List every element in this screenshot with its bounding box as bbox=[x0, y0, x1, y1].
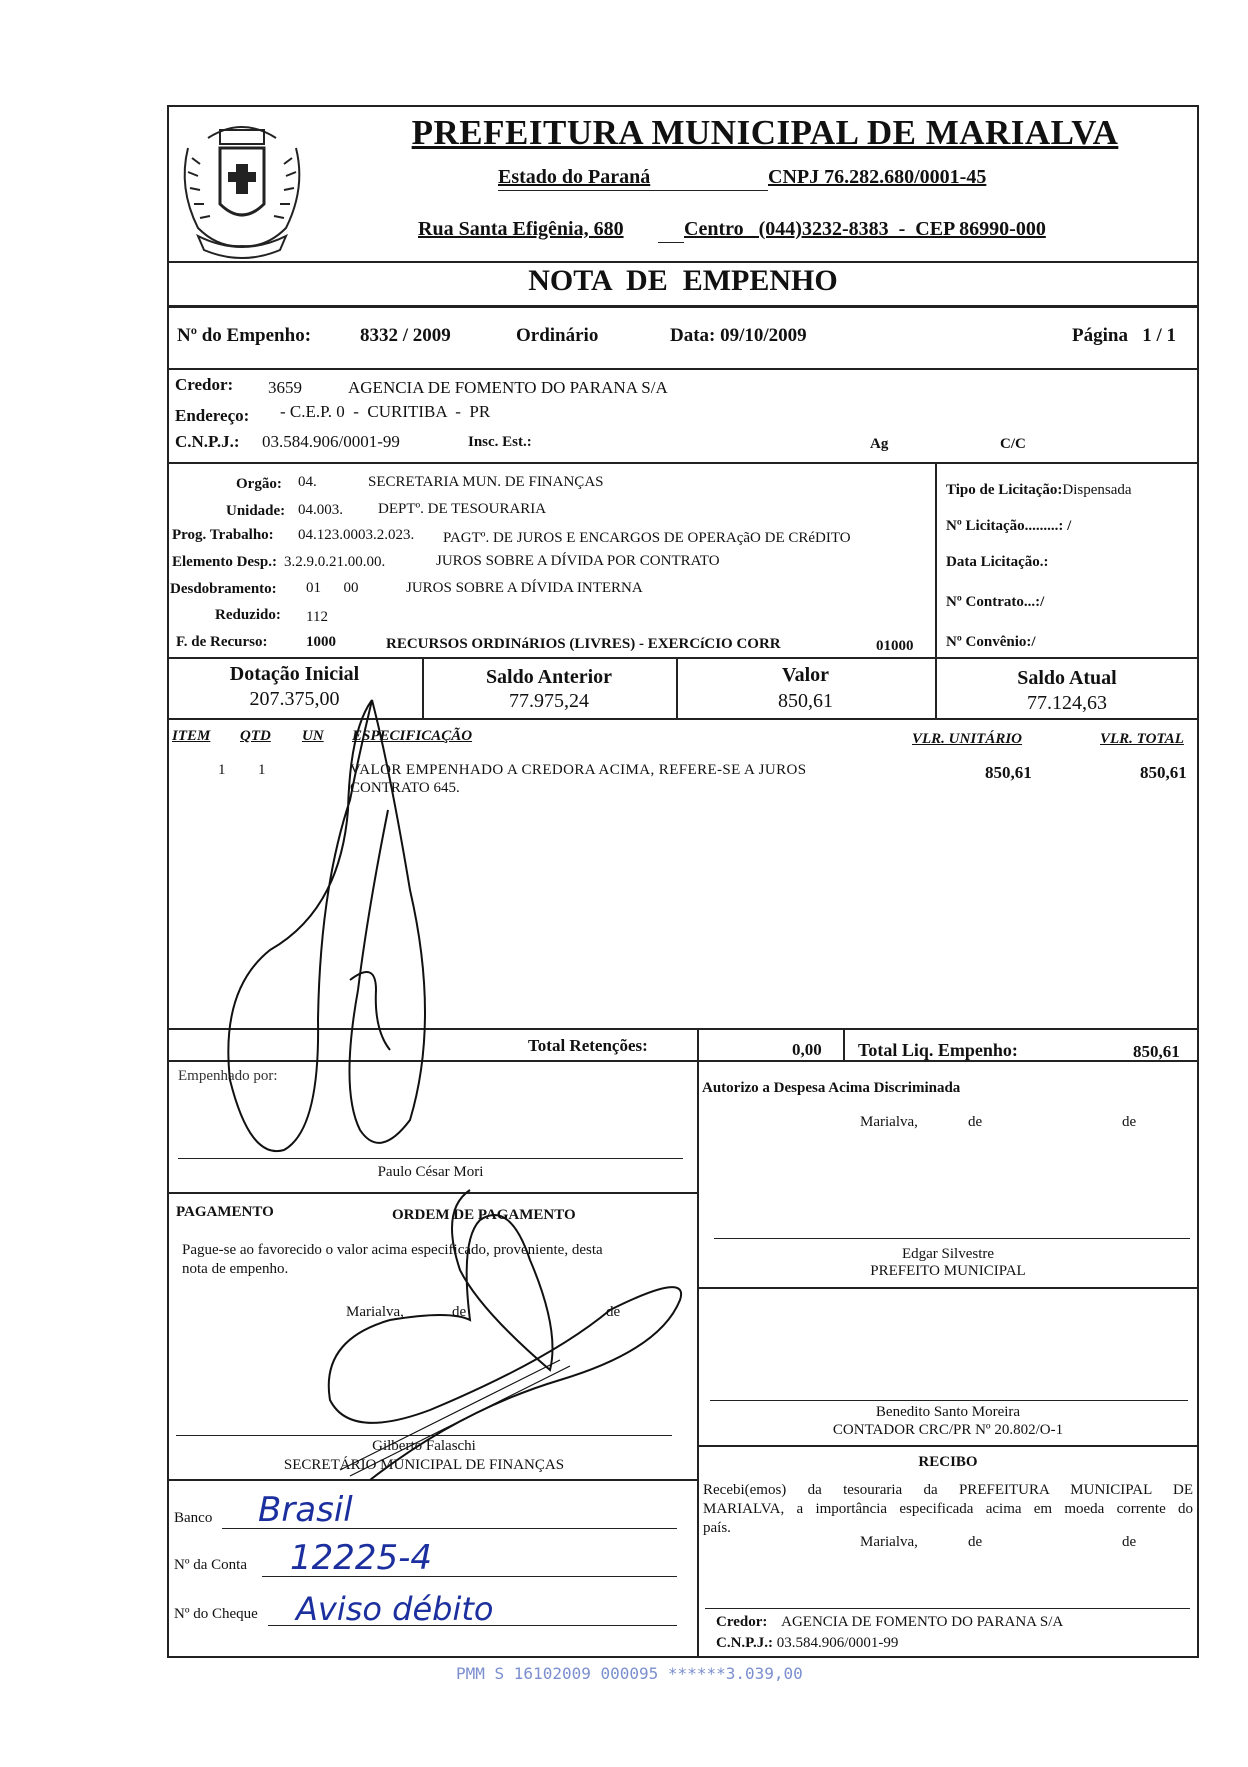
numero-convenio: Nº Convênio:/ bbox=[946, 634, 1036, 650]
numero-contrato: Nº Contrato...:/ bbox=[946, 594, 1045, 610]
header-vlr-total: VLR. TOTAL bbox=[1100, 731, 1184, 747]
prog-name: PAGTº. DE JUROS E ENCARGOS DE OPERAçãO DE CRéDITO bbox=[443, 530, 851, 546]
pagamento-text-line2: nota de empenho. bbox=[182, 1261, 289, 1277]
recibo-text-line1: Recebi(emos) da tesouraria da PREFEITURA MUNICIPAL DE bbox=[703, 1482, 1193, 1498]
empenho-number: 8332 / 2009 bbox=[360, 325, 451, 346]
tipo-licitacao bbox=[946, 482, 1132, 499]
elemento-name: JUROS SOBRE A DÍVIDA POR CONTRATO bbox=[436, 553, 720, 569]
total-liquido-label: Total Liq. Empenho: bbox=[858, 1040, 1018, 1060]
recibo-credor-label: Credor: bbox=[716, 1614, 768, 1630]
dotacao-value: 207.375,00 bbox=[249, 688, 340, 710]
autorizo-city: Marialva, bbox=[860, 1114, 918, 1130]
fonte-name: RECURSOS ORDINáRIOS (LIVRES) - EXERCíCIO CORR bbox=[386, 636, 781, 652]
contador-name: Benedito Santo Moreira bbox=[875, 1404, 1021, 1420]
reduzido-code: 112 bbox=[306, 609, 328, 625]
recibo-de1: de bbox=[968, 1534, 983, 1550]
unidade-name: DEPTº. DE TESOURARIA bbox=[378, 501, 547, 517]
header-un: UN bbox=[302, 728, 324, 744]
recibo-label: RECIBO bbox=[918, 1454, 978, 1470]
header-vlr-unitario: VLR. UNITÁRIO bbox=[912, 731, 1023, 747]
pagamento-text-line1: Pague-se ao favorecido o valor acima especificado, proveniente, desta bbox=[182, 1242, 603, 1258]
orgao-name: SECRETARIA MUN. DE FINANÇAS bbox=[368, 474, 604, 490]
edgar-name: Edgar Silvestre bbox=[901, 1246, 995, 1262]
page-title: PREFEITURA MUNICIPAL DE MARIALVA bbox=[411, 113, 1119, 152]
prog-label: Prog. Trabalho: bbox=[172, 527, 274, 543]
conta-value: 12225-4 bbox=[290, 1538, 433, 1578]
address-contact: Centro (044)3232-8383 - CEP 86990-000 bbox=[684, 218, 1046, 240]
prog-code: 04.123.0003.2.023. bbox=[298, 527, 415, 543]
credor-code: 3659 bbox=[268, 378, 302, 397]
dotacao-label: Dotação Inicial bbox=[229, 663, 360, 685]
data-licitacao: Data Licitação.: bbox=[946, 554, 1049, 570]
recibo-cnpj bbox=[716, 1635, 898, 1652]
recibo-de2: de bbox=[1122, 1534, 1137, 1550]
insc-label: Insc. Est.: bbox=[468, 434, 532, 450]
header-especificacao: ESPECIFICAÇÃO bbox=[352, 728, 473, 744]
page-number: Página 1 / 1 bbox=[1072, 325, 1176, 346]
endereco-value: - C.E.P. 0 - CURITIBA - PR bbox=[280, 402, 491, 421]
table-row-desc-line2: CONTRATO 645. bbox=[350, 780, 460, 796]
empenhado-por-label: Empenhado por: bbox=[178, 1068, 278, 1084]
cc-label: C/C bbox=[1000, 436, 1026, 452]
pagamento-de1: de bbox=[452, 1304, 467, 1320]
conta-label: Nº da Conta bbox=[174, 1557, 247, 1573]
header-qtd: QTD bbox=[240, 728, 271, 744]
header-item: ITEM bbox=[172, 728, 211, 744]
autorizo-de1: de bbox=[968, 1114, 983, 1130]
desdobramento-label: Desdobramento: bbox=[170, 581, 277, 597]
signature-secretario-icon bbox=[310, 1180, 710, 1490]
recibo-city: Marialva, bbox=[860, 1534, 918, 1550]
total-retencoes-label: Total Retenções: bbox=[528, 1036, 648, 1055]
table-row-desc-line1: VALOR EMPENHADO A CREDORA ACIMA, REFERE-SE A JUROS bbox=[350, 762, 807, 778]
unidade-label: Unidade: bbox=[226, 503, 286, 519]
bank-stamp: PMM S 16102009 000095 ******3.039,00 bbox=[456, 1664, 803, 1683]
pagamento-de2: de bbox=[606, 1304, 621, 1320]
endereco-label: Endereço: bbox=[175, 406, 250, 425]
fonte-number: 01000 bbox=[876, 638, 914, 654]
recibo-text-line3: país. bbox=[703, 1520, 731, 1536]
state-label: Estado do Paraná bbox=[498, 166, 651, 188]
cnpj-credor-label: C.N.P.J.: bbox=[175, 432, 240, 451]
reduzido-label: Reduzido: bbox=[215, 607, 281, 623]
tipo-licitacao-label: Tipo de Licitação: bbox=[946, 482, 1063, 498]
autorizo-de2: de bbox=[1122, 1114, 1137, 1130]
saldo-atual-value: 77.124,63 bbox=[1027, 692, 1107, 714]
banco-label: Banco bbox=[174, 1510, 213, 1526]
autorizo-label: Autorizo a Despesa Acima Discriminada bbox=[702, 1080, 961, 1096]
recibo-text-line2: MARIALVA, a importância especificada acima em moeda corrente do bbox=[703, 1501, 1193, 1517]
cheque-label: Nº do Cheque bbox=[174, 1606, 258, 1622]
tipo-licitacao-value: Dispensada bbox=[1062, 482, 1132, 498]
street-address: Rua Santa Efigênia, 680 bbox=[418, 218, 624, 240]
credor-label: Credor: bbox=[175, 375, 234, 394]
recibo-credor bbox=[716, 1614, 1063, 1631]
fonte-label: F. de Recurso: bbox=[176, 634, 268, 650]
table-row-item: 1 bbox=[218, 762, 226, 778]
gilberto-name: Gilberto Falaschi bbox=[372, 1438, 476, 1454]
total-liquido-value: 850,61 bbox=[1133, 1042, 1180, 1061]
empenho-label: Nº do Empenho: bbox=[177, 325, 312, 346]
credor-name: AGENCIA DE FOMENTO DO PARANA S/A bbox=[348, 378, 668, 397]
valor-label: Valor bbox=[781, 664, 830, 686]
edgar-role: PREFEITO MUNICIPAL bbox=[870, 1263, 1026, 1279]
cheque-value: Aviso débito bbox=[296, 1590, 494, 1628]
address-underline bbox=[658, 242, 684, 243]
desdobramento-name: JUROS SOBRE A DÍVIDA INTERNA bbox=[406, 580, 643, 596]
cnpj-credor-value: 03.584.906/0001-99 bbox=[262, 432, 400, 451]
empenhado-por-name: Paulo César Mori bbox=[377, 1164, 484, 1180]
table-row-vlr-total: 850,61 bbox=[1140, 763, 1187, 782]
fonte-code: 1000 bbox=[306, 634, 336, 650]
elemento-label: Elemento Desp.: bbox=[172, 554, 277, 570]
contador-role: CONTADOR CRC/PR Nº 20.802/O-1 bbox=[832, 1422, 1064, 1438]
banco-value: Brasil bbox=[258, 1490, 353, 1530]
pagamento-label: PAGAMENTO bbox=[176, 1204, 274, 1220]
cnpj-label: CNPJ 76.282.680/0001-45 bbox=[768, 166, 987, 188]
numero-licitacao: Nº Licitação.........: / bbox=[946, 518, 1072, 534]
empenho-date: Data: 09/10/2009 bbox=[670, 325, 807, 346]
ordem-pagamento-label: ORDEM DE PAGAMENTO bbox=[392, 1207, 576, 1223]
total-retencoes-value: 0,00 bbox=[792, 1040, 822, 1059]
table-row-qtd: 1 bbox=[258, 762, 266, 778]
empenho-type: Ordinário bbox=[516, 325, 599, 346]
recibo-credor-value: AGENCIA DE FOMENTO DO PARANA S/A bbox=[781, 1614, 1064, 1630]
elemento-code: 3.2.9.0.21.00.00. bbox=[284, 554, 386, 570]
document-title: NOTA DE EMPENHO bbox=[528, 264, 838, 297]
unidade-code: 04.003. bbox=[298, 502, 343, 518]
table-row-vlr-unitario: 850,61 bbox=[985, 763, 1032, 782]
valor-value: 850,61 bbox=[778, 690, 833, 712]
saldo-atual-label: Saldo Atual bbox=[1017, 667, 1117, 689]
recibo-cnpj-value: 03.584.906/0001-99 bbox=[776, 1635, 899, 1651]
orgao-label: Orgão: bbox=[236, 476, 282, 492]
gilberto-role: SECRETÁRIO MUNICIPAL DE FINANÇAS bbox=[283, 1457, 565, 1473]
saldo-anterior-label: Saldo Anterior bbox=[485, 666, 613, 688]
saldo-anterior-value: 77.975,24 bbox=[509, 690, 589, 712]
pagamento-city: Marialva, bbox=[346, 1304, 404, 1320]
orgao-code: 04. bbox=[298, 474, 317, 490]
desdobramento-code: 01 00 bbox=[306, 580, 359, 596]
state-underline bbox=[498, 190, 768, 191]
recibo-cnpj-label: C.N.P.J.: bbox=[716, 1635, 773, 1651]
signature-empenhado-icon bbox=[200, 690, 460, 1170]
ag-label: Ag bbox=[870, 436, 889, 452]
